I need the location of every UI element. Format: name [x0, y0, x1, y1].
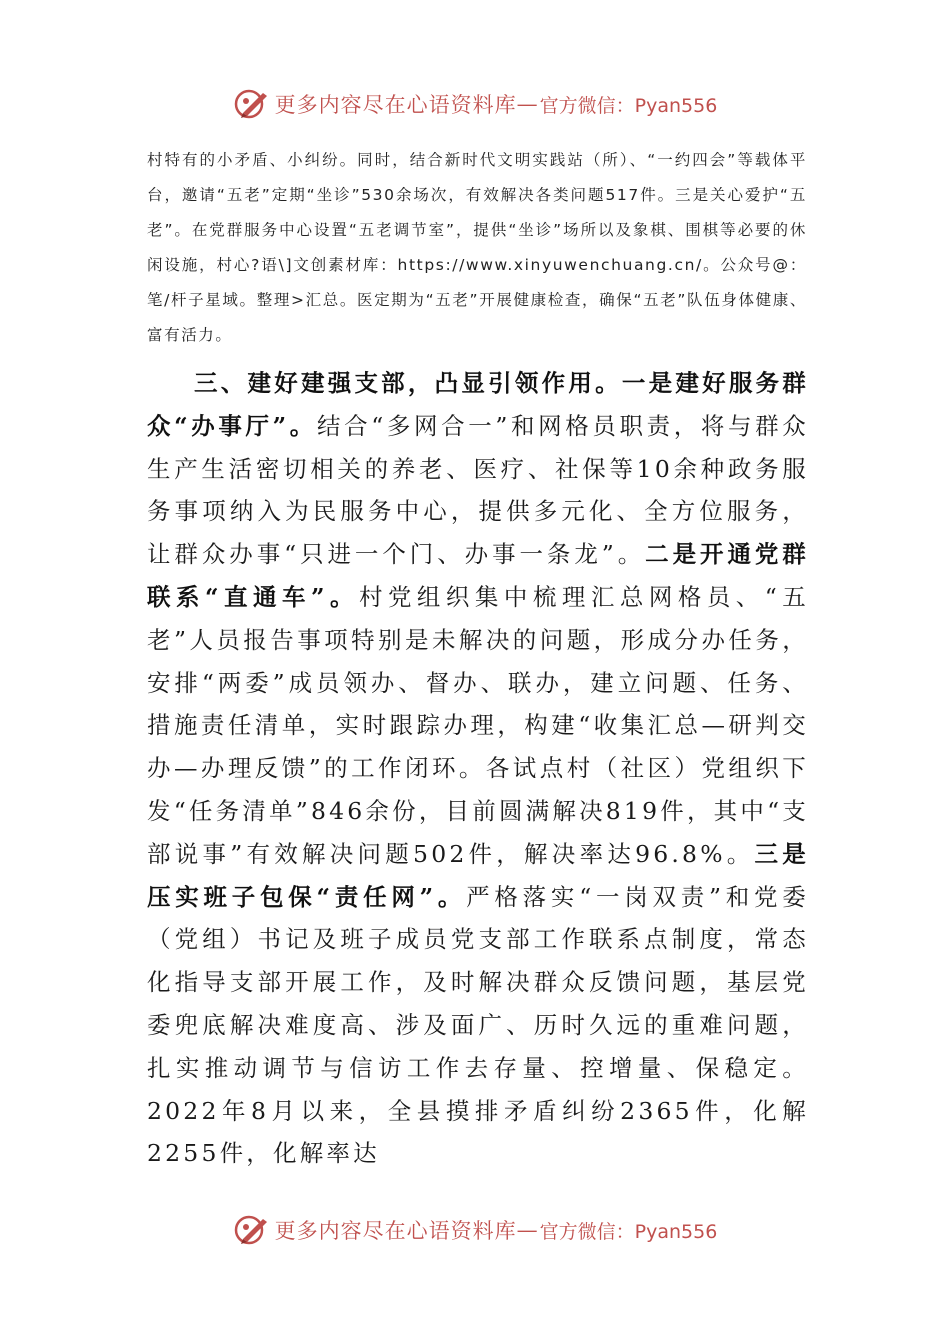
banner-separator: — [516, 1218, 538, 1242]
point2-title: 二是开通党群联系“直通车”。 [147, 540, 810, 611]
section-heading: 三、建好建强支部，凸显引领作用。 [194, 369, 622, 397]
point1-title: 一是建好服务群众“办事厅”。 [147, 369, 810, 440]
banner-wechat-text: 官方微信：Pyan556 [539, 94, 718, 117]
point2-text: 村党组织集中梳理汇总网格员、“五老”人员报告事项特别是未解决的问题，形成分办任务，安排“两委”成员领办、督办、联办，建立问题、任务、措施责任清单，实时跟踪办理，构建“收集汇总—研判交办—办理反馈”的工作闭环。各试点村（社区）党组织下发“任务清单”846余份，目前圆满解决819件，其中“支部说事”有效解决问题502件，解决率达96.8%。 [147, 582, 809, 868]
banner-wechat-text: 官方微信：Pyan556 [539, 1220, 718, 1243]
footer-banner [0, 1210, 950, 1250]
pen-logo-icon [233, 1213, 271, 1247]
banner-brand-text: 更多内容尽在心语资料库 [274, 1219, 517, 1243]
point3-text: 严格落实“一岗双责”和党委（党组）书记及班子成员党支部工作联系点制度，常态化指导支部开展工作，及时解决群众反馈问题，基层党委兜底解决难度高、涉及面广、历时久远的重难问题，扎实推动调节与信访工作去存量、控增量、保稳定。2022年8月以来，全县摸排矛盾纠纷2365件，化解2255件，化解率达 [147, 882, 809, 1168]
section-paragraph [147, 362, 809, 1175]
pen-logo-icon [233, 87, 271, 121]
point3-title: 三是压实班子包保“责任网”。 [147, 839, 809, 911]
header-banner [0, 84, 950, 124]
intro-paragraph: 村特有的小矛盾、小纠纷。同时，结合新时代文明实践站（所）、“一约四会”等载体平台，邀请“五老”定期“坐诊”530余场次，有效解决各类问题517件。三是关心爱护“五老”。在党群服务中心设置“五老调节室”，提供“坐诊”场所以及象棋、围棋等必要的休闲设施，村心?语\]文创素材库：https://www.xinyuwenchuang.cn/。公众号@：笔/杆子星域。整理>汇总。医定期为“五老”开展健康检查，确保“五老”队伍身体健康、富有活力。 [147, 151, 807, 344]
banner-brand-text: 更多内容尽在心语资料库 [274, 93, 517, 117]
point1-text: 结合“多网合一”和网格员职责，将与群众生产生活密切相关的养老、医疗、社保等10余种政务服务事项纳入为民服务中心，提供多元化、全方位服务，让群众办事“只进一个门、办事一条龙”。 [147, 411, 810, 569]
banner-separator: — [516, 92, 538, 116]
